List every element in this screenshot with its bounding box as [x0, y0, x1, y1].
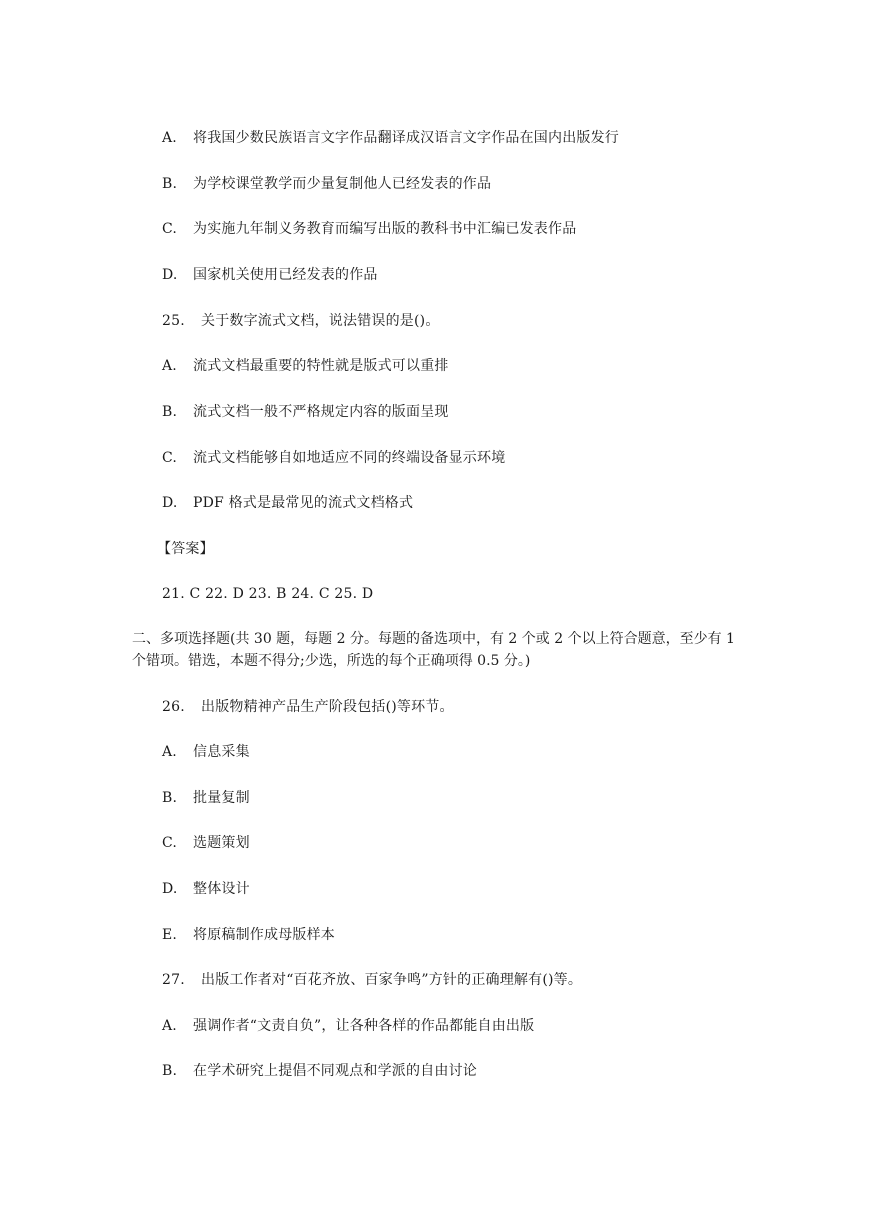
q27-stem: [162, 970, 582, 990]
q26-stem: [162, 697, 454, 717]
q25-option-d: [162, 493, 413, 513]
option-label: D.: [162, 495, 178, 511]
option-text: 批量复制: [193, 790, 250, 806]
option-label: A.: [162, 744, 177, 760]
option-label: C.: [162, 450, 178, 466]
question-number: 26.: [162, 699, 185, 715]
question-text: 出版工作者对“百花齐放、百家争鸣”方针的正确理解有()等。: [201, 972, 583, 988]
q27-option-a: [162, 1016, 534, 1036]
option-text: 整体设计: [193, 881, 250, 897]
answer-text: 21. C 22. D 23. B 24. C 25. D: [162, 586, 374, 602]
q26-option-c: [162, 833, 250, 853]
q24-option-a: [162, 128, 619, 148]
section-2-instructions: 二、多项选择题(共 30 题，每题 2 分。每题的备选项中，有 2 个或 2 个以上符合题意，至少有 1 个错项。错选，本题不得分;少选，所选的每个正确项得 0.5 分。): [132, 631, 735, 669]
option-label: A.: [162, 1018, 177, 1034]
q26-option-e: [162, 925, 335, 945]
q27-option-b: [162, 1061, 477, 1081]
answer-heading: 【答案】: [157, 541, 214, 557]
q25-option-c: [162, 448, 505, 468]
option-label: B.: [162, 404, 178, 420]
question-number: 25.: [162, 313, 185, 329]
option-label: D.: [162, 267, 178, 283]
option-label: B.: [162, 176, 178, 192]
option-text: 强调作者“文责自负”，让各种各样的作品都能自由出版: [193, 1018, 535, 1034]
q25-option-b: [162, 402, 449, 422]
option-text: 流式文档能够自如地适应不同的终端设备显示环境: [193, 450, 506, 466]
option-text: 流式文档最重要的特性就是版式可以重排: [193, 358, 449, 374]
option-label: C.: [162, 221, 178, 237]
q25-stem: [162, 311, 440, 331]
option-label: B.: [162, 790, 178, 806]
q26-option-d: [162, 879, 250, 899]
option-text: 将我国少数民族语言文字作品翻译成汉语言文字作品在国内出版发行: [193, 130, 619, 146]
option-label: C.: [162, 835, 178, 851]
option-text: 为学校课堂教学而少量复制他人已经发表的作品: [193, 176, 492, 192]
option-text: 在学术研究上提倡不同观点和学派的自由讨论: [193, 1063, 477, 1079]
option-text: 信息采集: [193, 744, 250, 760]
q25-option-a: [162, 356, 449, 376]
option-text: 将原稿制作成母版样本: [193, 927, 335, 943]
option-text: 选题策划: [193, 835, 250, 851]
q24-option-c: [162, 219, 576, 239]
question-number: 27.: [162, 972, 185, 988]
q26-option-b: [162, 788, 250, 808]
option-text: 国家机关使用已经发表的作品: [193, 267, 378, 283]
option-text: 为实施九年制义务教育而编写出版的教科书中汇编已发表作品: [193, 221, 577, 237]
option-label: D.: [162, 881, 178, 897]
q24-option-b: [162, 174, 491, 194]
option-label: A.: [162, 130, 177, 146]
q26-option-a: [162, 742, 250, 762]
question-text: 关于数字流式文档，说法错误的是()。: [201, 313, 440, 329]
option-text: 流式文档一般不严格规定内容的版面呈现: [193, 404, 449, 420]
option-label: B.: [162, 1063, 178, 1079]
option-label: E.: [162, 927, 178, 943]
q24-option-d: [162, 265, 378, 285]
option-label: A.: [162, 358, 177, 374]
option-text: PDF 格式是最常见的流式文档格式: [193, 495, 414, 511]
question-text: 出版物精神产品生产阶段包括()等环节。: [201, 699, 454, 715]
